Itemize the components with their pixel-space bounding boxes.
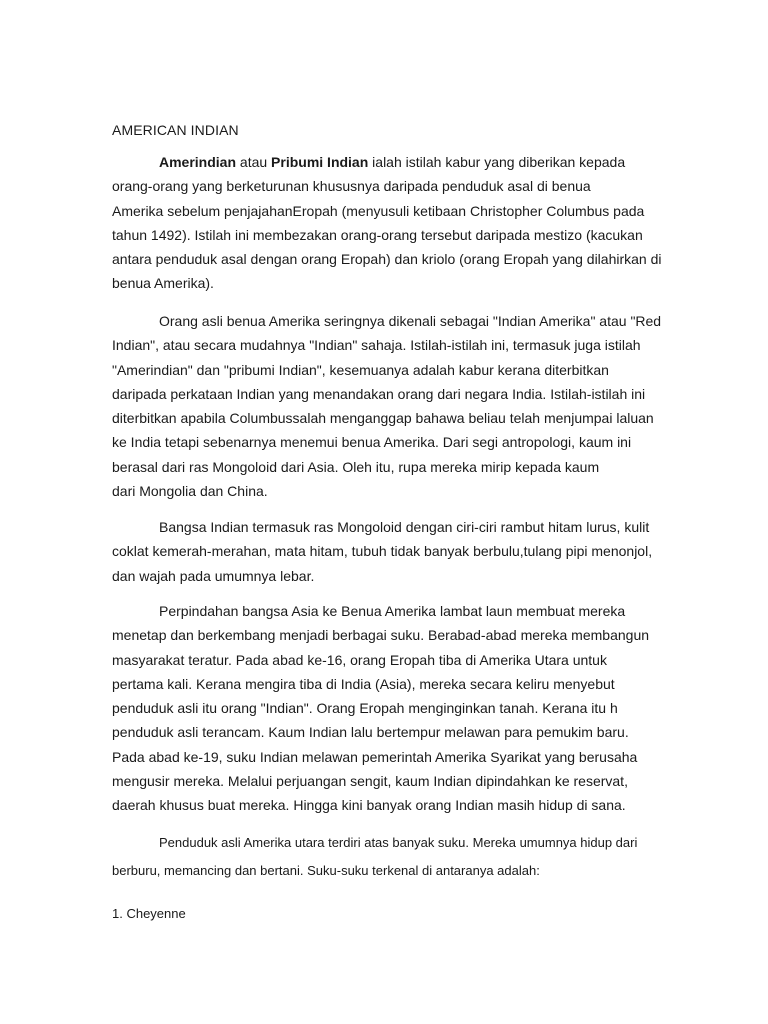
paragraph-line: coklat kemerah-merahan, mata hitam, tubuh tidak banyak berbulu,tulang pipi menonjol, (112, 543, 653, 560)
paragraph-line: berburu, memancing dan bertani. Suku-suku terkenal di antaranya adalah: (112, 863, 540, 878)
paragraph-line: dan wajah pada umumnya lebar. (112, 567, 315, 584)
text-run: Bangsa Indian termasuk ras Mongoloid dengan ciri-ciri rambut hitam lurus, kulit (159, 519, 650, 535)
paragraph-line: mengusir mereka. Melalui perjuangan sengit, kaum Indian dipindahkan ke reservat, (112, 773, 628, 790)
document-title: AMERICAN INDIAN (112, 122, 239, 138)
paragraph-line: "Amerindian" dan "pribumi Indian", kesemuanya adalah kabur kerana diterbitkan (112, 361, 609, 378)
paragraph-5 (112, 829, 660, 885)
paragraph-line (112, 515, 660, 539)
paragraph-line: ke India tetapi sebenarnya menemui benua Amerika. Dari segi antropologi, kaum ini (112, 434, 632, 451)
paragraph-line: penduduk asli terancam. Kaum Indian lalu bertempur melawan para pemukim baru. (112, 724, 629, 741)
paragraph-line (112, 150, 660, 174)
paragraph-line: tahun 1492). Istilah ini membezakan orang-orang tersebut daripada mestizo (kacukan (112, 226, 643, 243)
paragraph-line: Pada abad ke-19, suku Indian melawan pemerintah Amerika Syarikat yang berusaha (112, 748, 638, 765)
paragraph-3 (112, 515, 660, 588)
text-run: Perpindahan bangsa Asia ke Benua Amerika lambat laun membuat mereka (159, 603, 626, 619)
paragraph-line: diterbitkan apabila Columbussalah menganggap bahawa beliau telah menjumpai laluan (112, 410, 654, 427)
list-item: 1. Cheyenne (112, 906, 186, 921)
paragraph-line (112, 829, 660, 857)
paragraph-line: menetap dan berkembang menjadi berbagai suku. Berabad-abad mereka membangun (112, 627, 650, 644)
text-run: atau (236, 154, 272, 170)
bold-term: Pribumi Indian (271, 154, 369, 170)
paragraph-2 (112, 309, 660, 503)
paragraph-line: daripada perkataan Indian yang menandakan orang dari negara India. Istilah-istilah ini (112, 385, 646, 402)
paragraph-line: berasal dari ras Mongoloid dari Asia. Oleh itu, rupa mereka mirip kepada kaum (112, 458, 600, 475)
paragraph-1 (112, 150, 660, 296)
paragraph-line (112, 599, 660, 623)
paragraph-line: antara penduduk asal dengan orang Eropah) dan kriolo (orang Eropah yang dilahirkan di (112, 251, 662, 268)
paragraph-line: benua Amerika). (112, 275, 214, 292)
text-run: Penduduk asli Amerika utara terdiri atas banyak suku. Mereka umumnya hidup dari (159, 835, 638, 850)
text-run: Orang asli benua Amerika seringnya dikenali sebagai "Indian Amerika" atau "Red (159, 313, 662, 329)
paragraph-line: Amerika sebelum penjajahanEropah (menyusuli ketibaan Christopher Columbus pada (112, 202, 645, 219)
paragraph-line: daerah khusus buat mereka. Hingga kini banyak orang Indian masih hidup di sana. (112, 797, 626, 814)
paragraph-line: Indian", atau secara mudahnya "Indian" sahaja. Istilah-istilah ini, termasuk juga istilah (112, 337, 641, 354)
paragraph-4 (112, 599, 660, 818)
paragraph-line: dari Mongolia dan China. (112, 483, 268, 500)
paragraph-line: masyarakat teratur. Pada abad ke-16, orang Eropah tiba di Amerika Utara untuk (112, 651, 607, 668)
paragraph-line: pertama kali. Kerana mengira tiba di India (Asia), mereka secara keliru menyebut (112, 675, 615, 692)
paragraph-line (112, 309, 660, 333)
text-run: ialah istilah kabur yang diberikan kepada (368, 154, 626, 170)
paragraph-line: penduduk asli itu orang "Indian". Orang Eropah menginginkan tanah. Kerana itu h (112, 700, 618, 717)
paragraph-line: orang-orang yang berketurunan khususnya daripada penduduk asal di benua (112, 178, 591, 195)
bold-term: Amerindian (159, 154, 237, 170)
